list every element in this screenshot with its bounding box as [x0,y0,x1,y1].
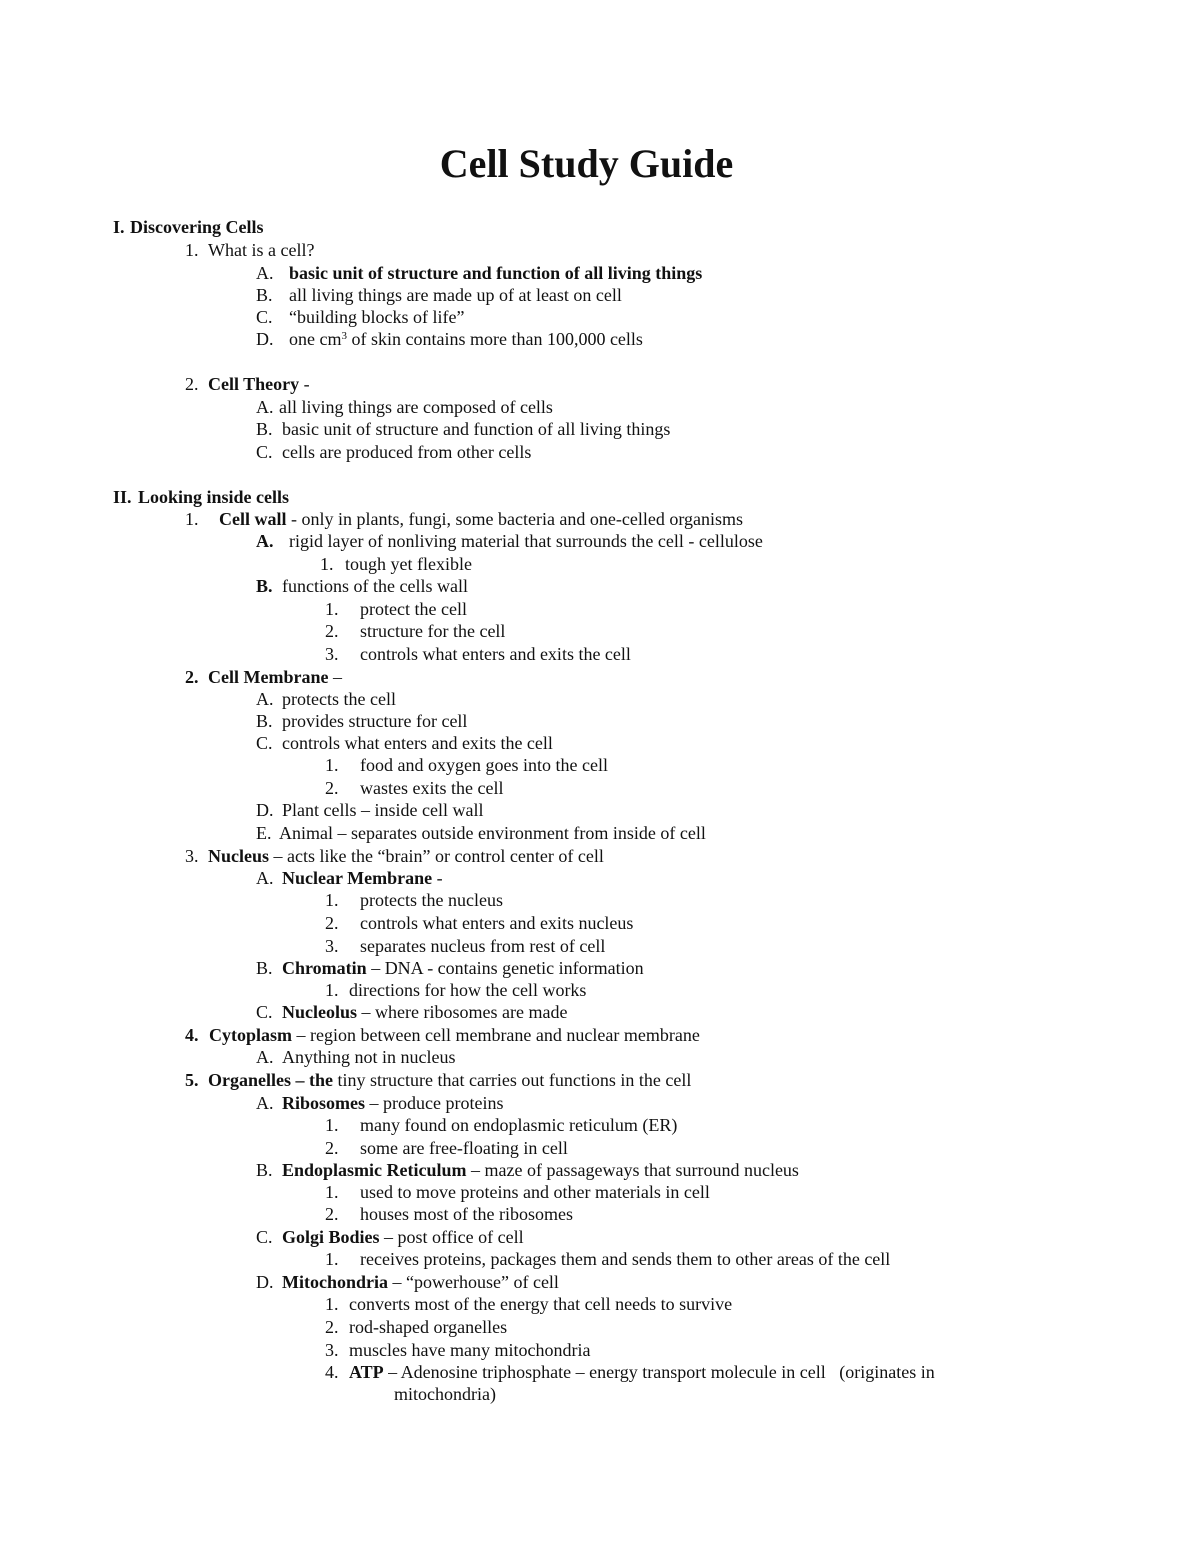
outline-text: provides structure for cell [282,711,468,731]
outline-marker: A. [256,397,274,417]
outline-marker: B. [256,576,273,596]
outline-marker: C. [256,442,273,462]
outline-text: muscles have many mitochondria [349,1340,591,1360]
outline-marker: 1. [185,509,199,529]
outline-marker: 3. [325,644,339,664]
outline-marker: 3. [325,1340,339,1360]
outline-text: Animal – separates outside environment from inside of cell [279,823,706,843]
outline-text: houses most of the ribosomes [360,1204,573,1224]
outline-text: Organelles – the tiny structure that carries out functions in the cell [208,1070,692,1090]
outline-marker: A. [256,1047,274,1067]
outline-text: basic unit of structure and function of all living things [282,419,671,439]
outline-marker: E. [256,823,272,843]
outline-marker: C. [256,307,273,327]
outline-text: rod-shaped organelles [349,1317,508,1337]
outline-marker: C. [256,1227,273,1247]
outline-text: directions for how the cell works [349,980,587,1000]
outline-text: functions of the cells wall [282,576,468,596]
outline-marker: A. [256,263,274,283]
outline-text: Cell wall - only in plants, fungi, some bacteria and one-celled organisms [219,509,744,529]
outline-marker: D. [256,1272,274,1292]
outline-marker: B. [256,958,273,978]
outline-marker: B. [256,285,273,305]
outline-text: all living things are made up of at least on cell [289,285,622,305]
outline-text: used to move proteins and other materials in cell [360,1182,710,1202]
outline-marker: 3. [185,846,199,866]
outline-marker: II. [113,487,132,507]
outline-marker: B. [256,419,273,439]
outline-marker: B. [256,1160,273,1180]
outline-text: Discovering Cells [130,217,264,237]
outline-text: controls what enters and exits the cell [360,644,631,664]
outline-marker: A. [256,689,274,709]
outline-marker: 5. [185,1070,199,1090]
outline-text: one $cm^3$ of skin contains more than 100,000 cells [289,329,643,349]
outline-text: “building blocks of life” [289,307,465,327]
outline-text: protects the nucleus [360,890,503,910]
outline-text: Anything not in nucleus [282,1047,456,1067]
outline-marker: I. [113,217,125,237]
outline-marker: 1. [325,1294,339,1314]
outline-text: Chromatin – DNA - contains genetic information [282,958,644,978]
outline-marker: 1. [325,755,339,775]
outline-text: ATP – Adenosine triphosphate – energy transport molecule in cell (originates in [349,1362,935,1382]
outline-marker: C. [256,733,273,753]
outline-marker: D. [256,800,274,820]
outline-marker: 2. [185,667,199,687]
outline-text: Ribosomes – produce proteins [282,1093,504,1113]
outline-text: tough yet flexible [345,554,472,574]
page-title: Cell Study Guide [439,141,734,186]
outline-marker: C. [256,1002,273,1022]
outline-text: protects the cell [282,689,396,709]
outline-text: Nuclear Membrane - [282,868,443,888]
outline-marker: 2. [325,1204,339,1224]
outline-text: Cell Membrane – [208,667,342,687]
outline-text: Plant cells – inside cell wall [282,800,484,820]
outline-text: some are free-floating in cell [360,1138,568,1158]
outline-text: wastes exits the cell [360,778,504,798]
outline-text: cells are produced from other cells [282,442,532,462]
outline-marker: 4. [325,1362,339,1382]
outline-text: Endoplasmic Reticulum – maze of passageways that surround nucleus [282,1160,799,1180]
outline-text: Nucleus – acts like the “brain” or control center of cell [208,846,604,866]
outline-marker: 1. [320,554,334,574]
outline-marker: 2. [325,621,339,641]
outline-text: Cell Theory - [208,374,310,394]
outline-text: food and oxygen goes into the cell [360,755,608,775]
outline-marker: A. [256,1093,274,1113]
outline-marker: 1. [185,240,199,260]
outline-text: many found on endoplasmic reticulum (ER) [360,1115,678,1135]
outline-text: Looking inside cells [138,487,290,507]
outline-marker: 2. [325,778,339,798]
outline-marker: D. [256,329,274,349]
outline-marker: 1. [325,1182,339,1202]
outline-text: controls what enters and exits the cell [282,733,553,753]
outline-text: Mitochondria – “powerhouse” of cell [282,1272,559,1292]
outline-text: all living things are composed of cells [279,397,553,417]
outline-marker: 2. [325,1317,339,1337]
outline-text: mitochondria) [394,1384,496,1404]
outline-text: rigid layer of nonliving material that surrounds the cell - cellulose [289,531,763,551]
outline-text: protect the cell [360,599,467,619]
outline-marker: 1. [325,1115,339,1135]
outline-marker: 2. [185,374,199,394]
outline-marker: A. [256,531,274,551]
outline-marker: 2. [325,1138,339,1158]
outline-marker: 4. [185,1025,199,1045]
outline-marker: 2. [325,913,339,933]
outline-marker: 3. [325,936,339,956]
outline-text: basic unit of structure and function of all living things [289,263,703,283]
outline-text: separates nucleus from rest of cell [360,936,606,956]
outline-text: What is a cell? [208,240,315,260]
outline-marker: B. [256,711,273,731]
outline-text: receives proteins, packages them and sends them to other areas of the cell [360,1249,891,1269]
outline-marker: 1. [325,599,339,619]
outline-marker: A. [256,868,274,888]
outline-text: Cytoplasm – region between cell membrane and nuclear membrane [209,1025,700,1045]
outline-text: structure for the cell [360,621,506,641]
outline-marker: 1. [325,1249,339,1269]
outline-text: controls what enters and exits nucleus [360,913,634,933]
outline-text: Nucleolus – where ribosomes are made [282,1002,568,1022]
outline-text: converts most of the energy that cell needs to survive [349,1294,733,1314]
outline-text: Golgi Bodies – post office of cell [282,1227,524,1247]
outline-marker: 1. [325,890,339,910]
outline-marker: 1. [325,980,339,1000]
